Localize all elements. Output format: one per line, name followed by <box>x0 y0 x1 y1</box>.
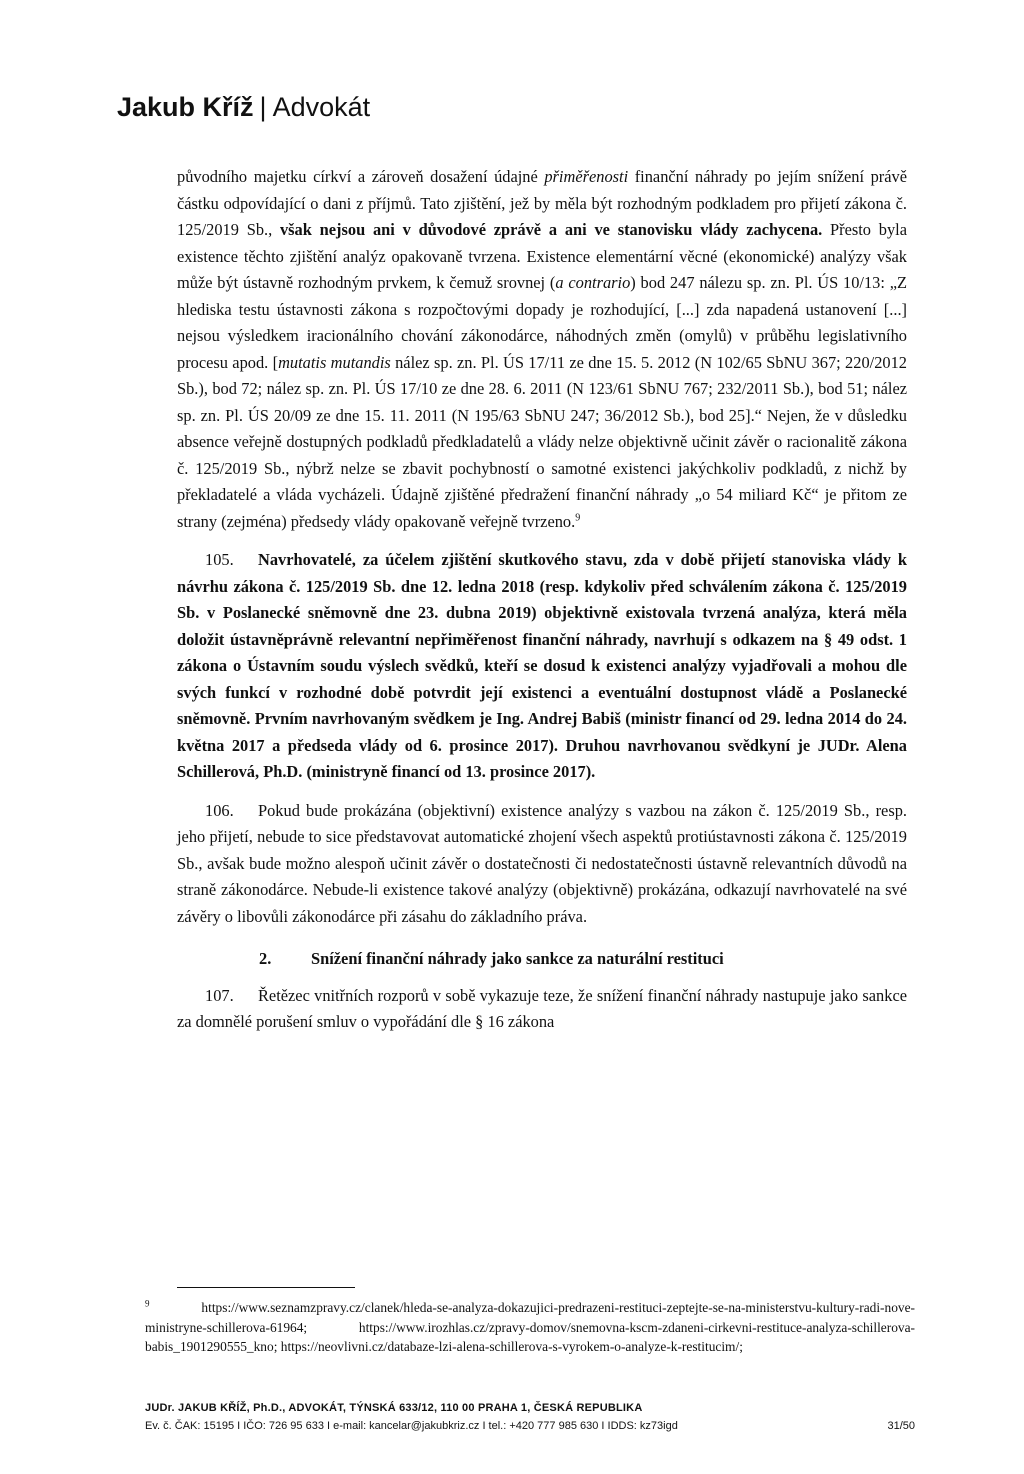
footnote-number: 9 <box>145 1298 150 1309</box>
footer-address: JUDr. JAKUB KŘÍŽ, Ph.D., ADVOKÁT, TÝNSKÁ 633/12, 110 00 PRAHA 1, ČESKÁ REPUBLIKA <box>145 1402 643 1414</box>
paragraph-107-text: Řetězec vnitřních rozporů v sobě vykazuje teze, že snížení finanční náhrady nastupuje jako sankce za domnělé porušení smluv o vypořádání dle § 16 zákona <box>177 985 907 1031</box>
header-separator: | <box>259 92 267 122</box>
paragraph-number: 106. <box>205 800 234 820</box>
header-role: Advokát <box>272 92 371 122</box>
document-body <box>177 164 907 1036</box>
paragraph-106-text: Pokud bude prokázána (objektivní) existence analýzy s vazbou na zákon č. 125/2019 Sb., resp. jeho přijetí, nebude to sice představovat automatické zhojení všech aspektů protiústavnosti zákona č. 125/2019 Sb., avšak bude možno alespoň učinit závěr o dostatečnosti či nedostatečnosti ústavně relevantních důvodů na straně zákonodárce. Nebude-li existence takové analýzy (objektivně) prokázána, odkazují navrhovatelé na své závěry o libovůli zákonodárce při zásahu do základního práva. <box>177 800 907 926</box>
intro-text-2: finanční náhrady po jejím snížení právě částku odpovídající o dani z příjmů. Tato zjištění, jež by měla být rozhodným podkladem pro přijetí zákona č. 125/2019 Sb., <box>177 167 907 239</box>
page-header <box>117 92 370 123</box>
intro-italic-2: a contrario <box>555 273 631 292</box>
section-title: Snížení finanční náhrady jako sankce za naturální restituci <box>311 949 724 968</box>
paragraph-107 <box>177 983 907 1036</box>
footnote-mark[interactable]: 9 <box>575 512 581 524</box>
footer-contact: Ev. č. ČAK: 15195 I IČO: 726 95 633 I e-mail: kancelar@jakubkriz.cz I tel.: +420 777 985 630 I IDDS: kz73igd <box>145 1420 678 1432</box>
intro-text-4: ) bod 247 nálezu sp. zn. Pl. ÚS 10/13: „Z hlediska testu ústavnosti zákona s rozpočtovými dopady je rozhodující, [...] zda napadená ustanovení [...] nejsou výsledkem iracionálního chování zákonodárce, náhodných změn (omylů) v průběhu legislativního procesu apod. [ <box>177 273 907 372</box>
footer-contact-row <box>145 1420 915 1432</box>
footnote-divider <box>177 1287 355 1288</box>
page-number: 31/50 <box>887 1420 915 1432</box>
paragraph-106 <box>177 798 907 931</box>
paragraph-number: 105. <box>205 550 234 569</box>
intro-italic-3: mutatis mutandis <box>278 352 391 372</box>
footnotes <box>145 1298 915 1357</box>
intro-text-1: původního majetku církví a zároveň dosažení údajné <box>177 167 545 186</box>
paragraph-105 <box>177 547 907 786</box>
footnote <box>145 1298 915 1357</box>
header-name: Jakub Kříž <box>117 92 254 122</box>
intro-paragraph <box>177 164 907 535</box>
footnote-text[interactable]: https://www.seznamzpravy.cz/clanek/hleda-se-analyza-dokazujici-predrazeni-restituci-zeptejte-se-na-ministerstvu-kultury-radi-nove-ministryne-schillerova-61964; https://www.irozhlas.cz/zpravy-domov/snemovna-kscm-zdaneni-cirkevni-restituce-analyza-schillerova-babis_1901290555_kno; https://neovlivni.cz/databaze-lzi-alena-schillerova-s-vyrokem-o-analyze-k-restitucim/; <box>145 1300 915 1354</box>
intro-bold-1: však nejsou ani v důvodové zprávě a ani ve stanovisku vlády zachycena. <box>279 220 823 239</box>
section-heading <box>177 946 907 973</box>
paragraph-number: 107. <box>205 985 234 1005</box>
section-number: 2. <box>259 949 272 968</box>
page-footer <box>145 1402 915 1432</box>
intro-text-3: Přesto byla existence těchto zjištění analýz opakovaně tvrzena. Existence elementární věcné (ekonomické) analýzy však může být ústavně rozhodným prvkem, k čemuž srovnej ( <box>177 220 907 292</box>
intro-text-5: nález sp. zn. Pl. ÚS 17/11 ze dne 15. 5. 2012 (N 102/65 SbNU 367; 220/2012 Sb.), bod 72; nález sp. zn. Pl. ÚS 17/10 ze dne 28. 6. 2011 (N 123/61 SbNU 767; 232/2011 Sb.), bod 51; nález sp. zn. Pl. ÚS 20/09 ze dne 15. 11. 2011 (N 195/63 SbNU 247; 36/2012 Sb.), bod 25].“ Nejen, že v důsledku absence veřejně dostupných podkladů předkladatelů a vlády nelze objektivně učinit závěr o racionalitě zákona č. 125/2019 Sb., nýbrž nelze se zbavit pochybností o samotné existenci jakýchkoliv podkladů, z nichž by překladatelé a vláda vycházeli. Údajně zjištěné předražení finanční náhrady „o 54 miliard Kč“ je přitom ze strany (zejména) předsedy vlády opakovaně veřejně tvrzeno. <box>177 352 907 531</box>
intro-italic-1: přiměřenosti <box>544 167 629 186</box>
paragraph-105-text: Navrhovatelé, za účelem zjištění skutkového stavu, zda v době přijetí stanoviska vlády k návrhu zákona č. 125/2019 Sb. dne 12. ledna 2018 (resp. kdykoliv před schválením zákona č. 125/2019 Sb. v Poslanecké sněmovně dne 23. dubna 2019) objektivně existovala tvrzená analýza, která měla doložit ústavněprávně relevantní nepřiměřenost finanční náhrady, navrhují s odkazem na § 49 odst. 1 zákona o Ústavním soudu výslech svědků, kteří se dosud k existenci analýzy vyjadřovali a mohou dle svých funkcí v rozhodné době potvrdit její existenci a eventuální dostupnost vládě a Poslanecké sněmovně. Prvním navrhovaným svědkem je Ing. Andrej Babiš (ministr financí od 29. ledna 2014 do 24. května 2017 a předseda vlády od 6. prosince 2017). Druhou navrhovanou svědkyní je JUDr. Alena Schillerová, Ph.D. (ministryně financí od 13. prosince 2017). <box>177 550 907 781</box>
